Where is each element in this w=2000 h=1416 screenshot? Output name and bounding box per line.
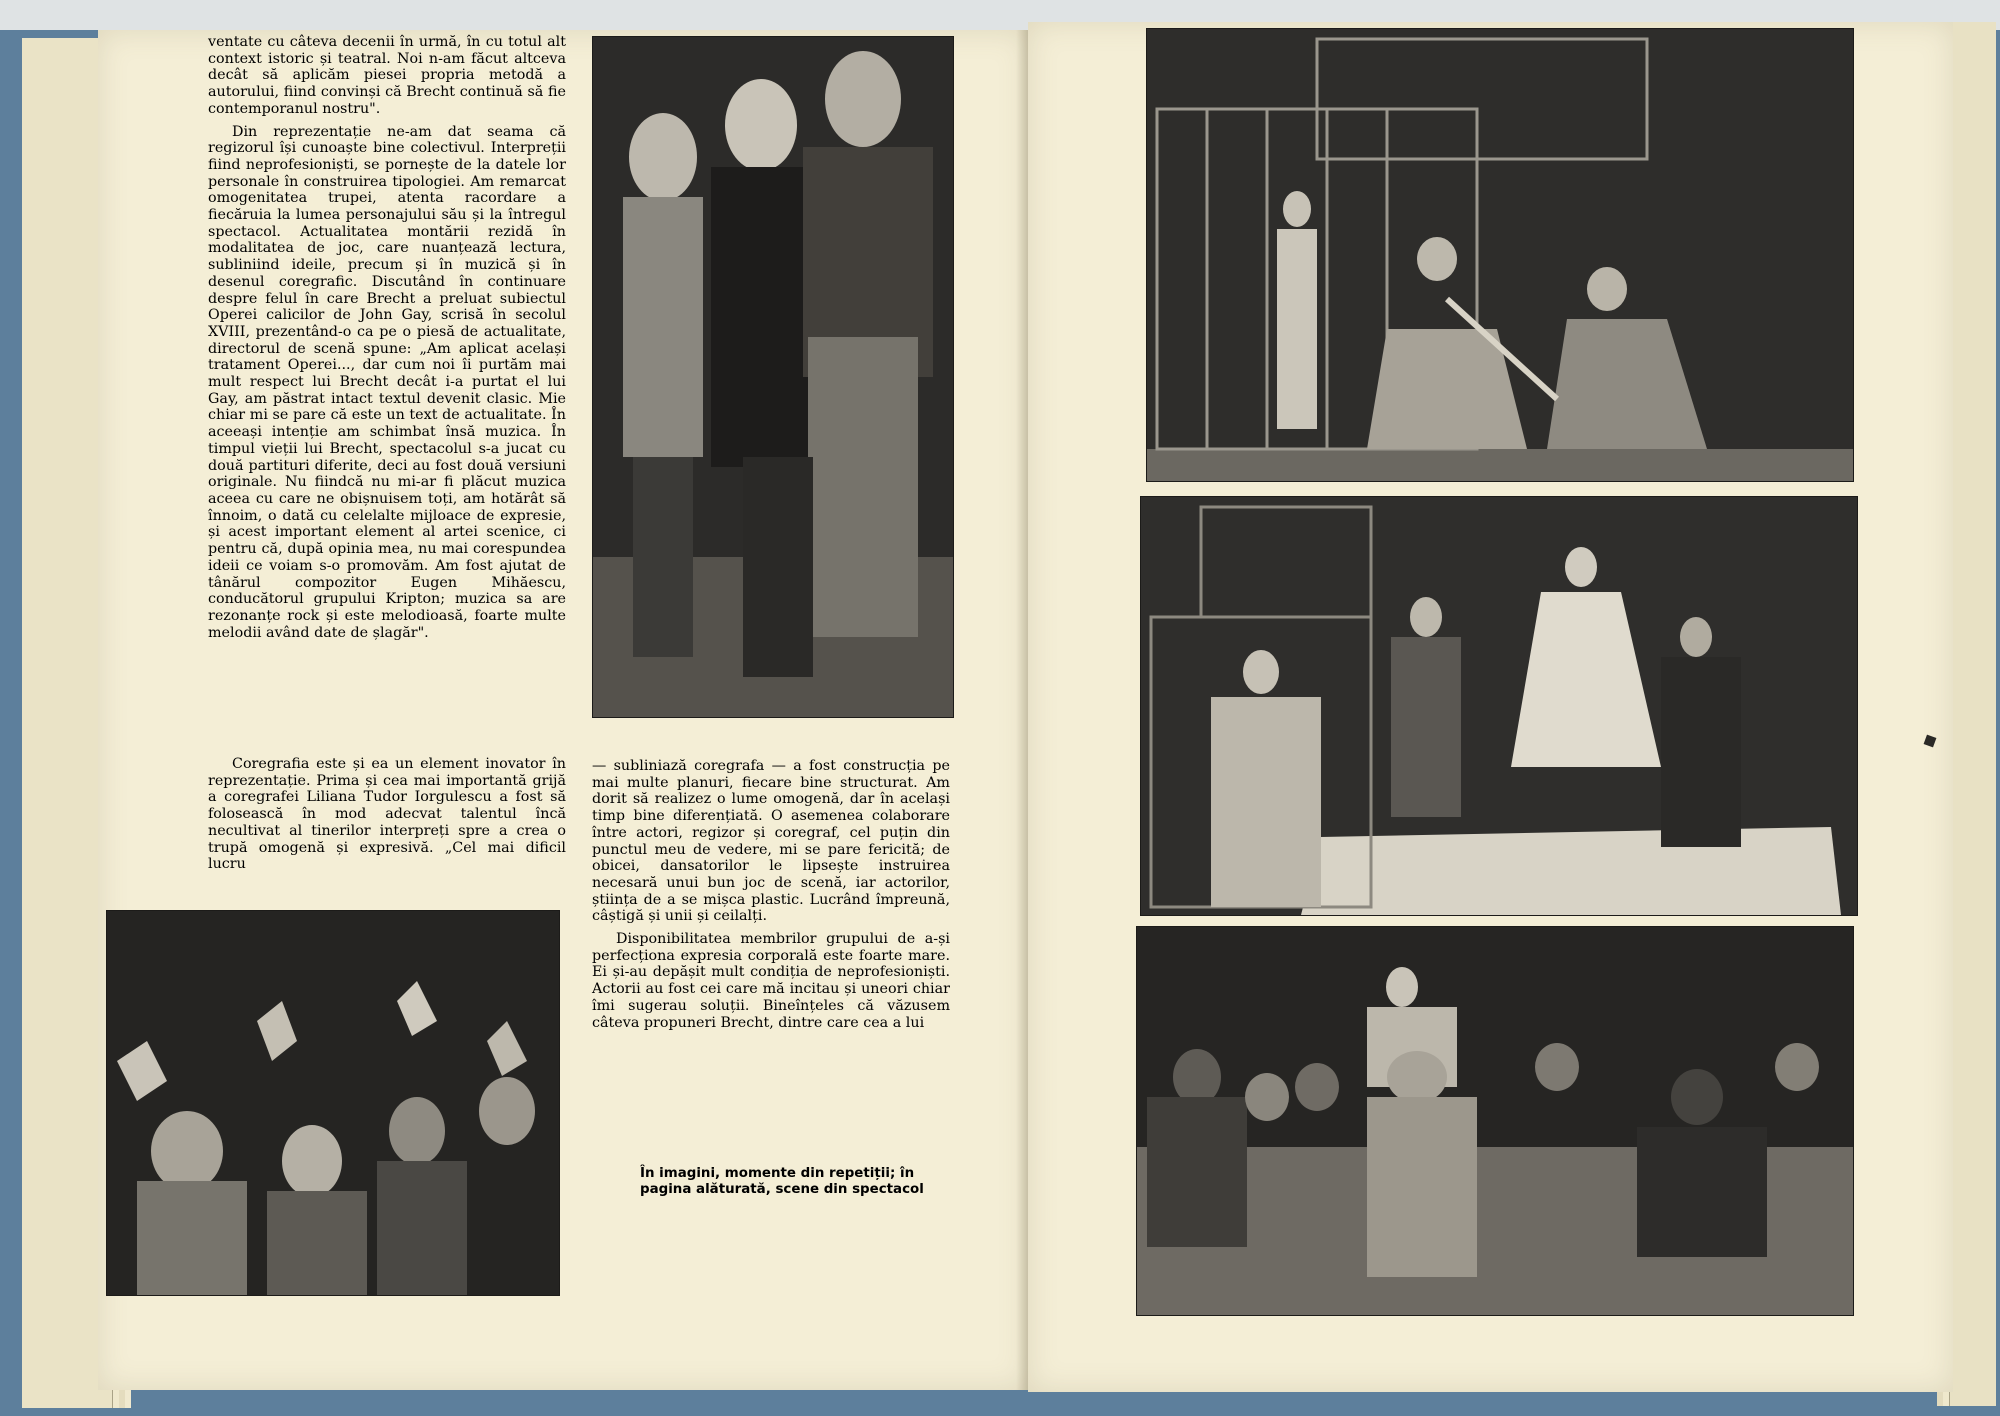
paragraph: Disponibilitatea membrilor grupului de a-și perfecționa expresia corporală este foarte mare. Ei și-au depășit mult condiția de neprofesioniști. Actorii au fost cei care mă incitau și uneori chiar îmi sugerau soluții. Bineînțeles că văzusem câteva propuneri Brecht, dintre care cea a lui [592,931,950,1031]
rehearsal-photo-actors [592,36,954,718]
article-column-1 [208,34,566,641]
article-column-2 [592,758,950,1031]
photo-image [1147,29,1853,481]
stage-photo-scene-2 [1140,496,1858,916]
photo-image [1141,497,1857,915]
rehearsal-photo-crowd [106,910,560,1296]
stage-photo-scene-3 [1136,926,1854,1316]
paragraph: — subliniază coregrafa — a fost construcția pe mai multe planuri, fiecare bine structurat. Am dorit să realizez o lume omogenă, dar în același timp bine diferențiată. O asemenea colaborare între actori, regizor și coregraf, cel puțin din punctul meu de vedere, mi se pare fericită; de obicei, dansatorilor le lipsește instruirea necesară unui bun joc de scenă, iar actorilor, știința de a se mișca plastic. Lucrând împreună, câștigă și unii și ceilalți. [592,758,950,925]
photo-image [1137,927,1853,1315]
article-column-1-continued [208,756,566,873]
photo-caption: În imagini, momente din repetiții; în pagina alăturată, scene din spectacol [640,1166,924,1197]
photo-image [593,37,953,717]
page-stack-right [1949,22,1996,1406]
photo-image [107,911,559,1295]
paragraph: Din reprezentație ne-am dat seama că regizorul își cunoaște bine colectivul. Interpreții fiind neprofesioniști, se pornește de la datele lor personale în construirea tipologiei. Am remarcat omogenitatea trupei, atenta racordare a fiecăruia la lumea personajului său și la întregul spectacol. Actualitatea montării rezidă în modalitatea de joc, care nuanțează lectura, subliniind ideile, precum și în muzică și în desenul coregrafic. Discutând în continuare despre felul în care Brecht a preluat subiectul Operei calicilor de John Gay, scrisă în secolul XVIII, prezentând-o ca pe o piesă de actualitate, directorul de scenă spune: „Am aplicat același tratament Operei..., dar cum noi îi purtăm mai mult respect lui Brecht decât i-a purtat el lui Gay, am păstrat intact textul devenit clasic. Mie chiar mi se pare că este un text de actualitate. În aceeași intenție am schimbat însă muzica. În timpul vieții lui Brecht, spectacolul s-a jucat cu două partituri diferite, deci au fost două versiuni originale. Nu fiindcă nu mi-ar fi plăcut muzica aceea cu care ne obișnuisem toți, am hotărât să înnoim, o dată cu celelalte mijloace de expresie, și acest important element al artei scenice, ci pentru că, după opinia mea, nu mai corespundea ideii ce voiam s-o promovăm. Am fost ajutat de tânărul compozitor Eugen Mihăescu, conducătorul grupului Kripton; muzica sa are rezonanțe rock și este melodioasă, foarte multe melodii având date de șlagăr". [208,123,566,641]
stage-photo-scene-1 [1146,28,1854,482]
paragraph: Coregrafia este și ea un element inovator în reprezentație. Prima și cea mai importantă grijă a coregrafei Liliana Tudor Iorgulescu a fost să folosească în mod adecvat talentul încă necultivat al tinerilor interpreți spre a crea o trupă omogenă și expresivă. „Cel mai dificil lucru [208,756,566,873]
paragraph: ventate cu câteva decenii în urmă, în cu totul alt context istoric și teatral. Noi n-am făcut altceva decât să aplicăm piesei propria metodă a autorului, fiind convinși că Brecht continuă să fie contemporanul nostru". [208,34,566,117]
